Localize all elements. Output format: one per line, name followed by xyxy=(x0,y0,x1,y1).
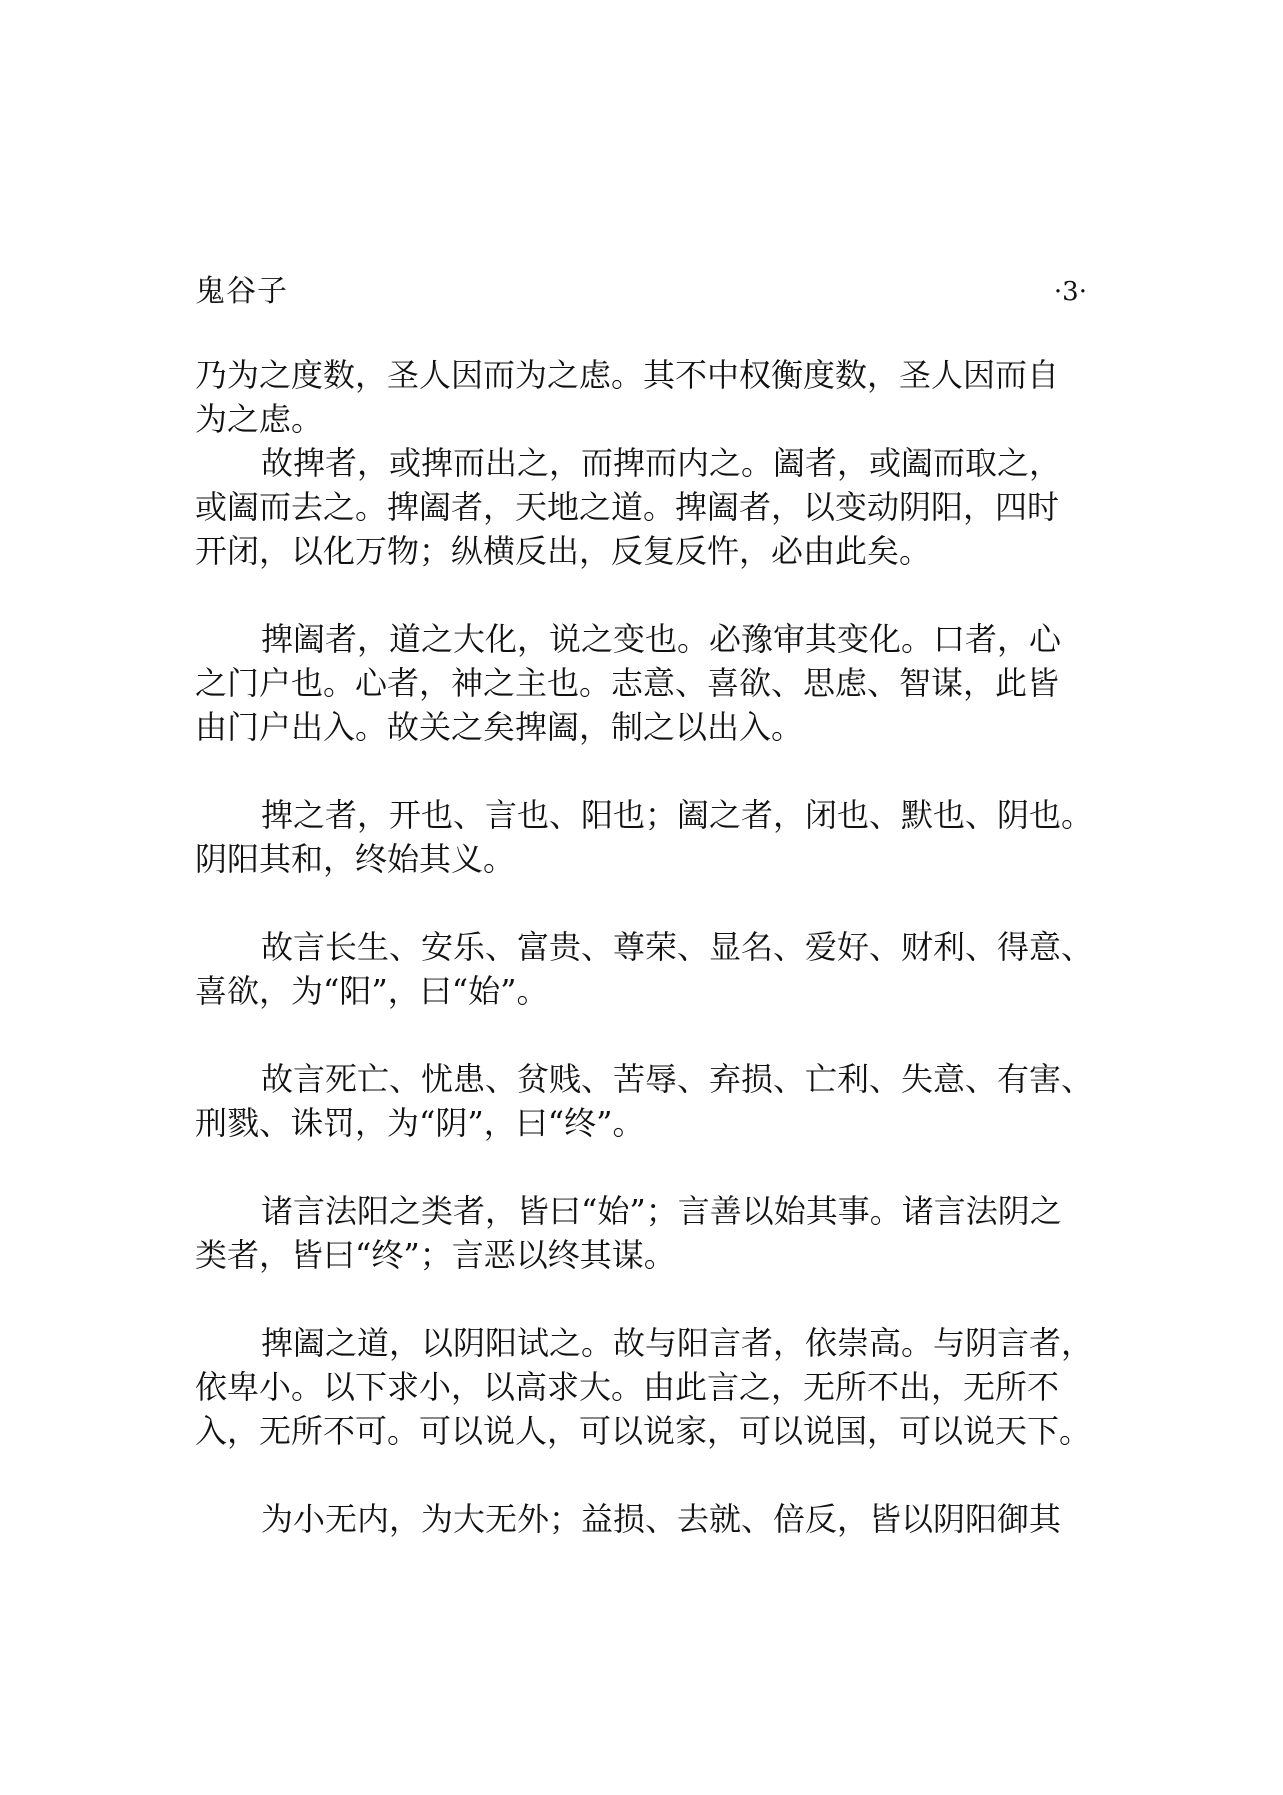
text-line: 依卑小。以下求小，以高求大。由此言之，无所不出，无所不 xyxy=(195,1368,1060,1406)
text-line: 故言长生、安乐、富贵、尊荣、显名、爱好、财利、得意、 xyxy=(261,928,1094,966)
paragraph xyxy=(195,1189,1100,1277)
paragraph xyxy=(195,1497,1100,1541)
text-line: 捭阖者，道之大化，说之变也。必豫审其变化。口者，心 xyxy=(261,620,1062,658)
paragraph xyxy=(195,353,1100,441)
text-line: 捭之者，开也、言也、阳也；阖之者，闭也、默也、阴也。 xyxy=(261,796,1094,834)
running-header-title: 鬼谷子 xyxy=(195,274,288,309)
text-line: 之门户也。心者，神之主也。志意、喜欲、思虑、智谋，此皆 xyxy=(195,664,1060,702)
text-line: 类者，皆曰“终”；言恶以终其谋。 xyxy=(195,1236,676,1274)
text-line: 由门户出入。故关之矣捭阖，制之以出入。 xyxy=(195,708,804,746)
paragraph-spacer xyxy=(195,749,1100,793)
paragraph xyxy=(195,617,1100,749)
text-line: 乃为之度数，圣人因而为之虑。其不中权衡度数，圣人因而自 xyxy=(195,356,1060,394)
paragraph-spacer xyxy=(195,1145,1100,1189)
text-line: 故捭者，或捭而出之，而捭而内之。阖者，或阖而取之， xyxy=(261,444,1062,482)
text-line: 阴阳其和，终始其义。 xyxy=(195,840,516,878)
text-line: 入，无所不可。可以说人，可以说家，可以说国，可以说天下。 xyxy=(195,1412,1092,1450)
text-line: 捭阖之道，以阴阳试之。故与阳言者，依崇高。与阴言者， xyxy=(261,1324,1094,1362)
text-line: 为之虑。 xyxy=(195,400,324,438)
paragraph-spacer xyxy=(195,573,1100,617)
text-line: 或阖而去之。捭阖者，天地之道。捭阖者，以变动阴阳，四时 xyxy=(195,488,1060,526)
text-line: 刑戮、诛罚，为“阴”，曰“终”。 xyxy=(195,1104,645,1142)
paragraph xyxy=(195,441,1100,573)
paragraph-spacer xyxy=(195,881,1100,925)
paragraph xyxy=(195,1321,1100,1453)
text-line: 故言死亡、忧患、贫贱、苦辱、弃损、亡利、失意、有害、 xyxy=(261,1060,1094,1098)
text-line: 开闭，以化万物；纵横反出，反复反忤，必由此矣。 xyxy=(195,532,932,570)
paragraph xyxy=(195,793,1100,881)
paragraph-spacer xyxy=(195,1453,1100,1497)
page-number: ·3· xyxy=(1053,277,1087,307)
paragraph xyxy=(195,1057,1100,1145)
text-line: 为小无内，为大无外；益损、去就、倍反，皆以阴阳御其 xyxy=(261,1500,1062,1538)
paragraph-spacer xyxy=(195,1013,1100,1057)
body-text xyxy=(195,353,1100,1541)
text-line: 喜欲，为“阳”，曰“始”。 xyxy=(195,972,549,1010)
paragraph-spacer xyxy=(195,1277,1100,1321)
paragraph xyxy=(195,925,1100,1013)
text-line: 诸言法阳之类者，皆曰“始”；言善以始其事。诸言法阴之 xyxy=(261,1192,1062,1230)
